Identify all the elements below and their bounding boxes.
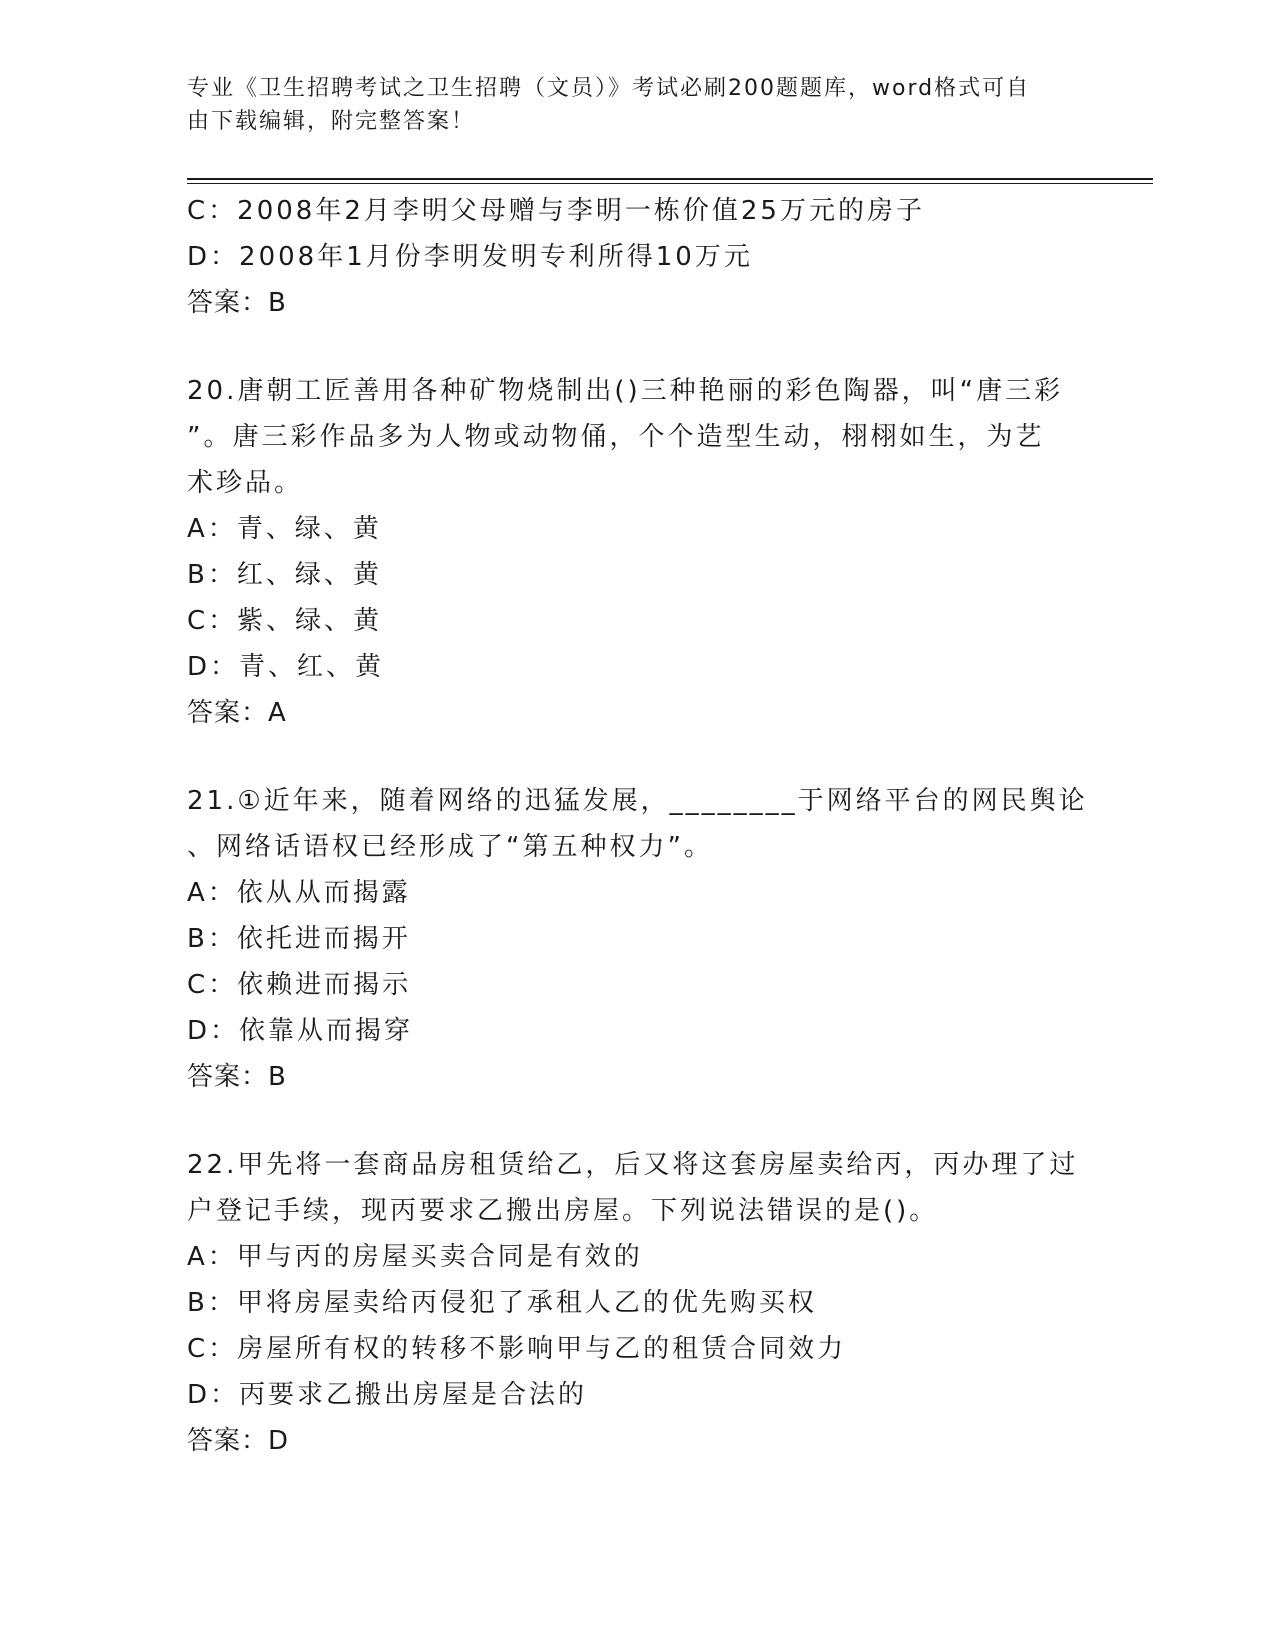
- option-c: C：房屋所有权的转移不影响甲与乙的租赁合同效力: [187, 1334, 847, 1364]
- option-d: D：2008年1月份李明发明专利所得10万元: [187, 242, 753, 272]
- question-spacer: [187, 1100, 1077, 1142]
- document-header: [187, 72, 1067, 138]
- option-c: C：紫、绿、黄: [187, 606, 383, 636]
- question-20: [187, 368, 1077, 736]
- option-a: A：甲与丙的房屋买卖合同是有效的: [187, 1242, 643, 1272]
- question-spacer: [187, 326, 1077, 368]
- option-b: B：红、绿、黄: [187, 560, 382, 590]
- header-divider-thick: [187, 178, 1153, 180]
- question-stem-line: 21.①近年来，随着网络的迅猛发展，________于网络平台的网民舆论: [187, 786, 1088, 816]
- answer-line: 答案：A: [187, 698, 287, 728]
- option-d: D：依靠从而揭穿: [187, 1016, 414, 1046]
- question-21: [187, 778, 1088, 1100]
- question-stem-line: 22.甲先将一套商品房租赁给乙，后又将这套房屋卖给丙，丙办理了过: [187, 1150, 1079, 1180]
- question-spacer: [187, 736, 1077, 778]
- question-22: [187, 1142, 1077, 1464]
- answer-line: 答案：D: [187, 1426, 290, 1456]
- answer-line: 答案：B: [187, 288, 287, 318]
- question-stem-line: 术珍品。: [187, 468, 304, 498]
- option-d: D：青、红、黄: [187, 652, 385, 682]
- header-line-2: 由下载编辑，附完整答案！: [187, 109, 476, 134]
- option-d: D：丙要求乙搬出房屋是合法的: [187, 1380, 588, 1410]
- option-a: A：青、绿、黄: [187, 514, 382, 544]
- previous-question-tail: [187, 188, 1077, 326]
- option-a: A：依从从而揭露: [187, 878, 411, 908]
- option-c: C：依赖进而揭示: [187, 970, 412, 1000]
- option-c: C：2008年2月李明父母赠与李明一栋价值25万元的房子: [187, 196, 925, 226]
- question-stem-line: 户登记手续，现丙要求乙搬出房屋。下列说法错误的是()。: [187, 1196, 939, 1226]
- header-divider-thin: [187, 183, 1153, 184]
- question-content: [187, 188, 1088, 1464]
- question-stem-line: ”。唐三彩作品多为人物或动物俑，个个造型生动，栩栩如生，为艺: [187, 422, 1045, 452]
- answer-line: 答案：B: [187, 1062, 287, 1092]
- option-b: B：甲将房屋卖给丙侵犯了承租人乙的优先购买权: [187, 1288, 817, 1318]
- header-line-1: 专业《卫生招聘考试之卫生招聘（文员）》考试必刷200题题库，word格式可自: [187, 76, 1031, 101]
- question-stem-line: 、网络话语权已经形成了“第五种权力”。: [187, 832, 713, 862]
- question-stem-line: 20.唐朝工匠善用各种矿物烧制出()三种艳丽的彩色陶器，叫“唐三彩: [187, 376, 1064, 406]
- option-b: B：依托进而揭开: [187, 924, 411, 954]
